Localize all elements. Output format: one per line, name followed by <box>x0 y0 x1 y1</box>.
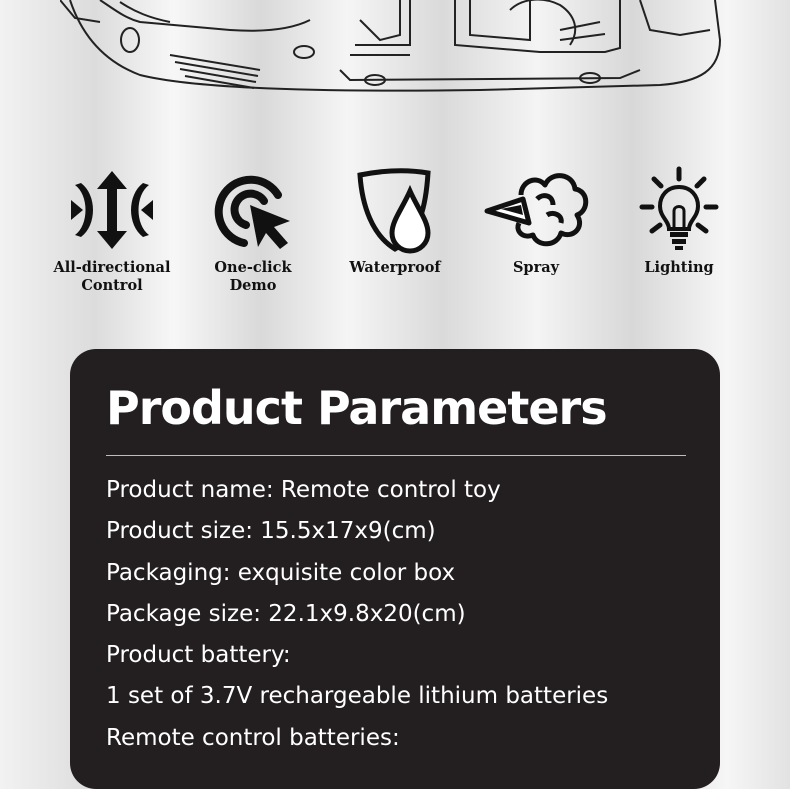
parameter-line: Remote control batteries: <box>106 724 400 751</box>
feature-all-directional <box>42 165 182 295</box>
feature-row <box>0 165 790 305</box>
arrows-icon <box>67 165 157 255</box>
cursor-click-icon <box>208 165 298 255</box>
panel-title: Product Parameters <box>106 381 607 435</box>
feature-one-click-demo <box>183 165 323 295</box>
feature-label-line2: Demo <box>229 277 277 294</box>
feature-label-line1: Lighting <box>644 259 714 276</box>
toy-outline-illustration <box>60 0 740 100</box>
parameter-line: Package size: 22.1x9.8x20(cm) <box>106 600 466 627</box>
feature-label-line1: All-directional <box>53 259 171 276</box>
feature-label-line1: Waterproof <box>349 259 441 276</box>
feature-label-line1: One-click <box>214 259 292 276</box>
parameter-line: Product name: Remote control toy <box>106 477 501 503</box>
light-bulb-icon <box>634 165 724 255</box>
product-parameters-panel <box>70 349 720 789</box>
parameter-list <box>106 470 608 759</box>
feature-lighting <box>609 165 749 277</box>
feature-label-line1: Spray <box>512 259 560 276</box>
parameter-line: 1 set of 3.7V rechargeable lithium batteries <box>106 683 609 710</box>
title-divider <box>106 455 686 456</box>
feature-label-line2: Control <box>81 277 143 294</box>
feature-waterproof <box>325 165 465 277</box>
parameter-line: Packaging: exquisite color box <box>106 559 456 586</box>
shield-drop-icon <box>350 165 440 255</box>
spray-cloud-icon <box>481 165 591 255</box>
parameter-line: Product battery: <box>106 642 291 669</box>
feature-spray <box>466 165 606 277</box>
parameter-line: Product size: 15.5x17x9(cm) <box>106 518 436 545</box>
